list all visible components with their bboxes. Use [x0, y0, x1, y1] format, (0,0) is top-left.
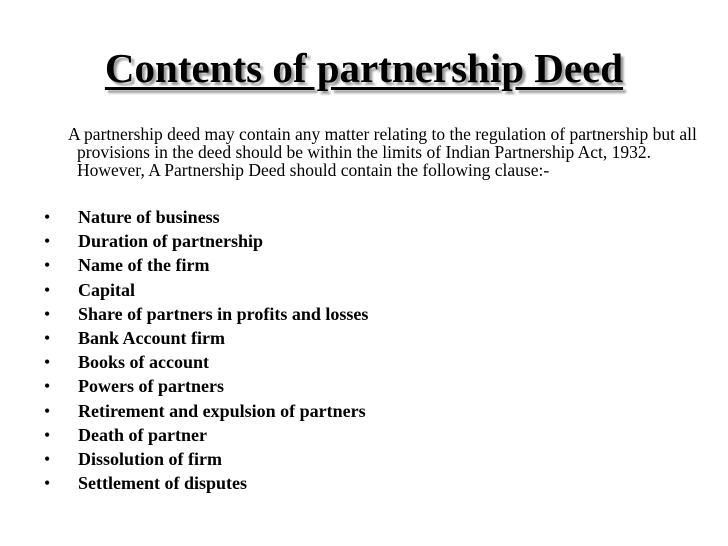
bullet-icon: •	[44, 231, 51, 252]
bullet-icon: •	[44, 207, 51, 227]
list-item	[44, 302, 368, 326]
list-item-label: Duration of partnership	[78, 231, 264, 252]
slide-title: Contents of partnership Deed	[104, 45, 624, 91]
list-item	[44, 471, 368, 495]
list-item	[44, 374, 368, 398]
list-item-label: Settlement of disputes	[78, 473, 247, 494]
list-item-label: Share of partners in profits and losses	[78, 303, 369, 324]
list-item-label: Nature of business	[78, 207, 220, 227]
list-item	[44, 423, 368, 447]
bullet-icon: •	[44, 448, 51, 469]
bullet-icon: •	[44, 352, 51, 373]
bullet-icon: •	[44, 400, 51, 421]
list-item	[44, 229, 368, 253]
list-item	[44, 205, 368, 229]
list-item	[44, 399, 368, 423]
list-item	[44, 253, 368, 277]
bullet-icon: •	[44, 327, 51, 348]
bullet-icon: •	[44, 473, 51, 494]
bullet-icon: •	[44, 424, 51, 445]
list-item	[44, 326, 368, 350]
list-item-label: Retirement and expulsion of partners	[78, 400, 366, 421]
bullet-icon: •	[44, 255, 51, 276]
list-item-label: Capital	[78, 279, 136, 300]
list-item	[44, 350, 368, 374]
bullet-icon: •	[44, 376, 51, 397]
list-item-label: Name of the firm	[78, 255, 210, 276]
bullet-icon: •	[44, 279, 51, 300]
list-item	[44, 278, 368, 302]
list-item-label: Dissolution of firm	[78, 448, 222, 469]
list-item	[44, 447, 368, 471]
list-item-label: Bank Account firm	[78, 327, 226, 348]
list-item-label: Books of account	[78, 352, 210, 373]
clause-list	[44, 205, 368, 495]
bullet-icon: •	[44, 303, 51, 324]
intro-paragraph: A partnership deed may contain any matter relating to the regulation of partnership but all provisions in the deed should be within the limits of Indian Partnership Act, 1932. However, A Partnership Deed should contain the following clause:-	[68, 124, 697, 180]
list-item-label: Death of partner	[78, 424, 207, 445]
list-item-label: Powers of partners	[78, 376, 224, 397]
